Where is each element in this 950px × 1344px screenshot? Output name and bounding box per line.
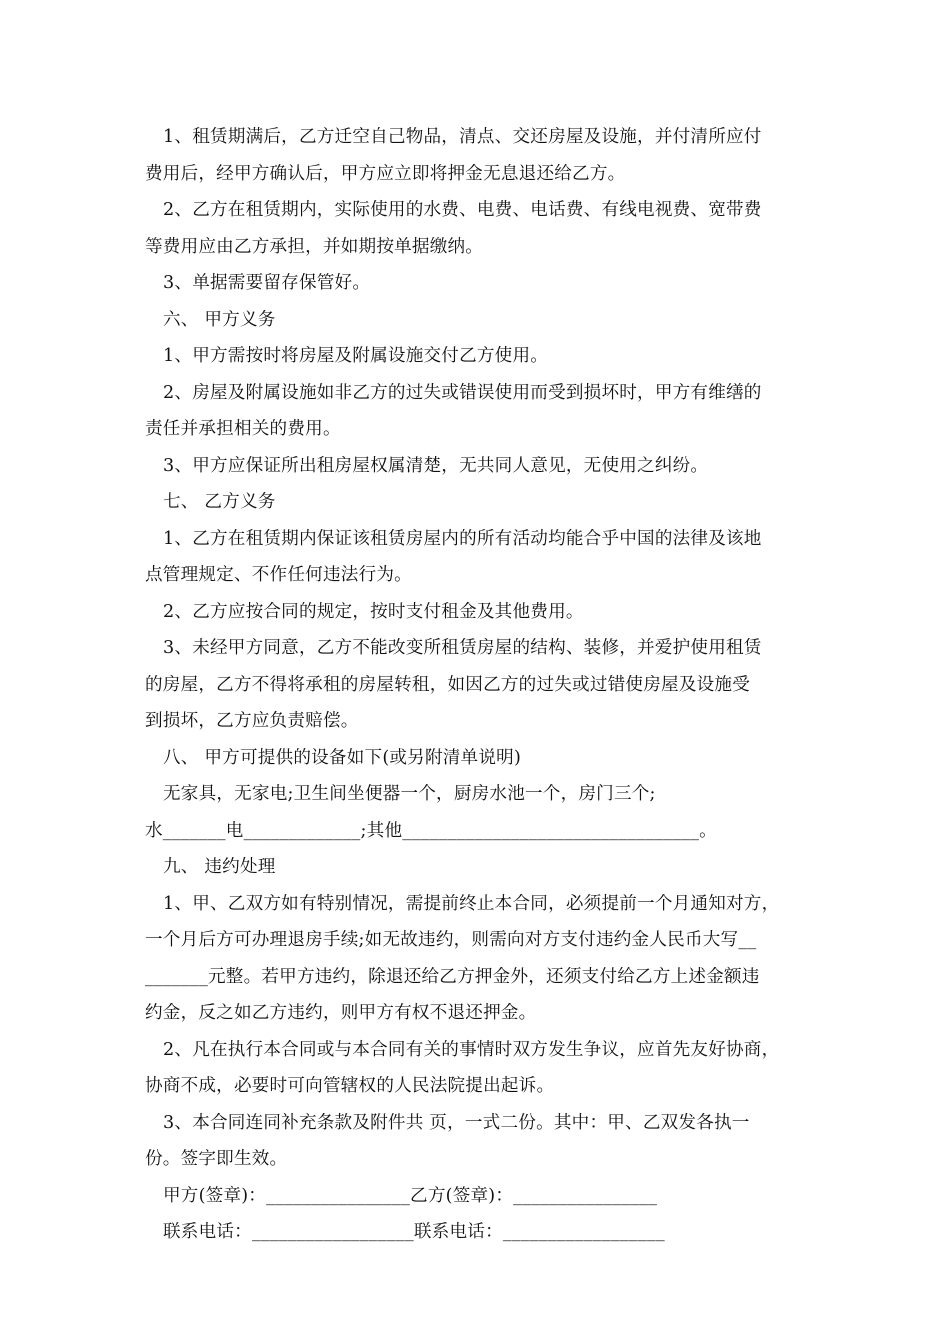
equipment-list: 无家具，无家电;卫生间坐便器一个，厨房水池一个，房门三个; — [163, 784, 656, 804]
clause-7-1-line-1: 1、乙方在租赁期内保证该租赁房屋内的所有活动均能合乎中国的法律及该地 — [163, 528, 762, 549]
clause-6-2-line-2: 责任并承担相关的费用。 — [145, 419, 341, 439]
clause-9-2-line-2: 协商不成，必要时可向管辖权的人民法院提出起诉。 — [145, 1076, 555, 1096]
utility-blanks: 水_______电_____________;其他_________________________________。 — [145, 820, 717, 841]
section-heading-6: 六、 甲方义务 — [163, 309, 276, 330]
clause-5-2-line-1: 2、乙方在租赁期内，实际使用的水费、电费、电话费、有线电视费、宽带费 — [163, 200, 762, 220]
clause-7-1-line-2: 点管理规定、不作任何违法行为。 — [145, 565, 412, 585]
section-heading-7: 七、 乙方义务 — [163, 492, 276, 512]
clause-9-3-line-1: 3、本合同连同补充条款及附件共 页，一式二份。其中：甲、乙双发各执一 — [163, 1112, 750, 1133]
clause-9-2-line-1: 2、凡在执行本合同或与本合同有关的事情时双方发生争议，应首先友好协商， — [163, 1039, 780, 1060]
clause-7-3-line-2: 的房屋，乙方不得将承租的房屋转租，如因乙方的过失或过错使房屋及设施受 — [145, 674, 750, 695]
clause-9-1-line-1: 1、甲、乙双方如有特别情况，需提前终止本合同，必须提前一个月通知对方， — [163, 893, 780, 914]
clause-9-3-line-2: 份。签字即生效。 — [145, 1149, 288, 1169]
clause-7-3-line-1: 3、未经甲方同意，乙方不能改变所租赁房屋的结构、装修，并爱护使用租赁 — [163, 638, 762, 658]
section-heading-8: 八、 甲方可提供的设备如下(或另附清单说明) — [163, 747, 522, 768]
signature-line: 甲方(签章)：________________乙方(签章)：________________ — [163, 1185, 658, 1206]
clause-9-1-line-4: 约金，反之如乙方违约，则甲方有权不退还押金。 — [145, 1003, 537, 1023]
clause-7-2: 2、乙方应按合同的规定，按时支付租金及其他费用。 — [163, 601, 584, 622]
clause-9-1-line-3: _______元整。若甲方违约，除退还给乙方押金外，还须支付给乙方上述金额违 — [145, 966, 760, 987]
section-heading-9: 九、 违约处理 — [163, 857, 276, 877]
document-body — [145, 119, 820, 1251]
clause-7-3-line-3: 到损坏，乙方应负责赔偿。 — [145, 711, 359, 731]
clause-6-1: 1、甲方需按时将房屋及附属设施交付乙方使用。 — [163, 346, 549, 366]
clause-5-1-line-2: 费用后，经甲方确认后，甲方应立即将押金无息退还给乙方。 — [145, 163, 626, 184]
clause-6-2-line-1: 2、房屋及附属设施如非乙方的过失或错误使用而受到损坏时，甲方有维缮的 — [163, 382, 762, 403]
clause-5-3: 3、单据需要留存保管好。 — [163, 273, 371, 293]
contact-phone-line: 联系电话：__________________联系电话：__________________ — [163, 1222, 665, 1242]
clause-5-1-line-1: 1、租赁期满后，乙方迁空自己物品，清点、交还房屋及设施，并付清所应付 — [163, 127, 762, 147]
clause-9-1-line-2: 一个月后方可办理退房手续;如无故违约，则需向对方支付违约金人民币大写__ — [145, 930, 757, 950]
clause-6-3: 3、甲方应保证所出租房屋权属清楚，无共同人意见，无使用之纠纷。 — [163, 455, 709, 476]
clause-5-2-line-2: 等费用应由乙方承担，并如期按单据缴纳。 — [145, 236, 484, 257]
